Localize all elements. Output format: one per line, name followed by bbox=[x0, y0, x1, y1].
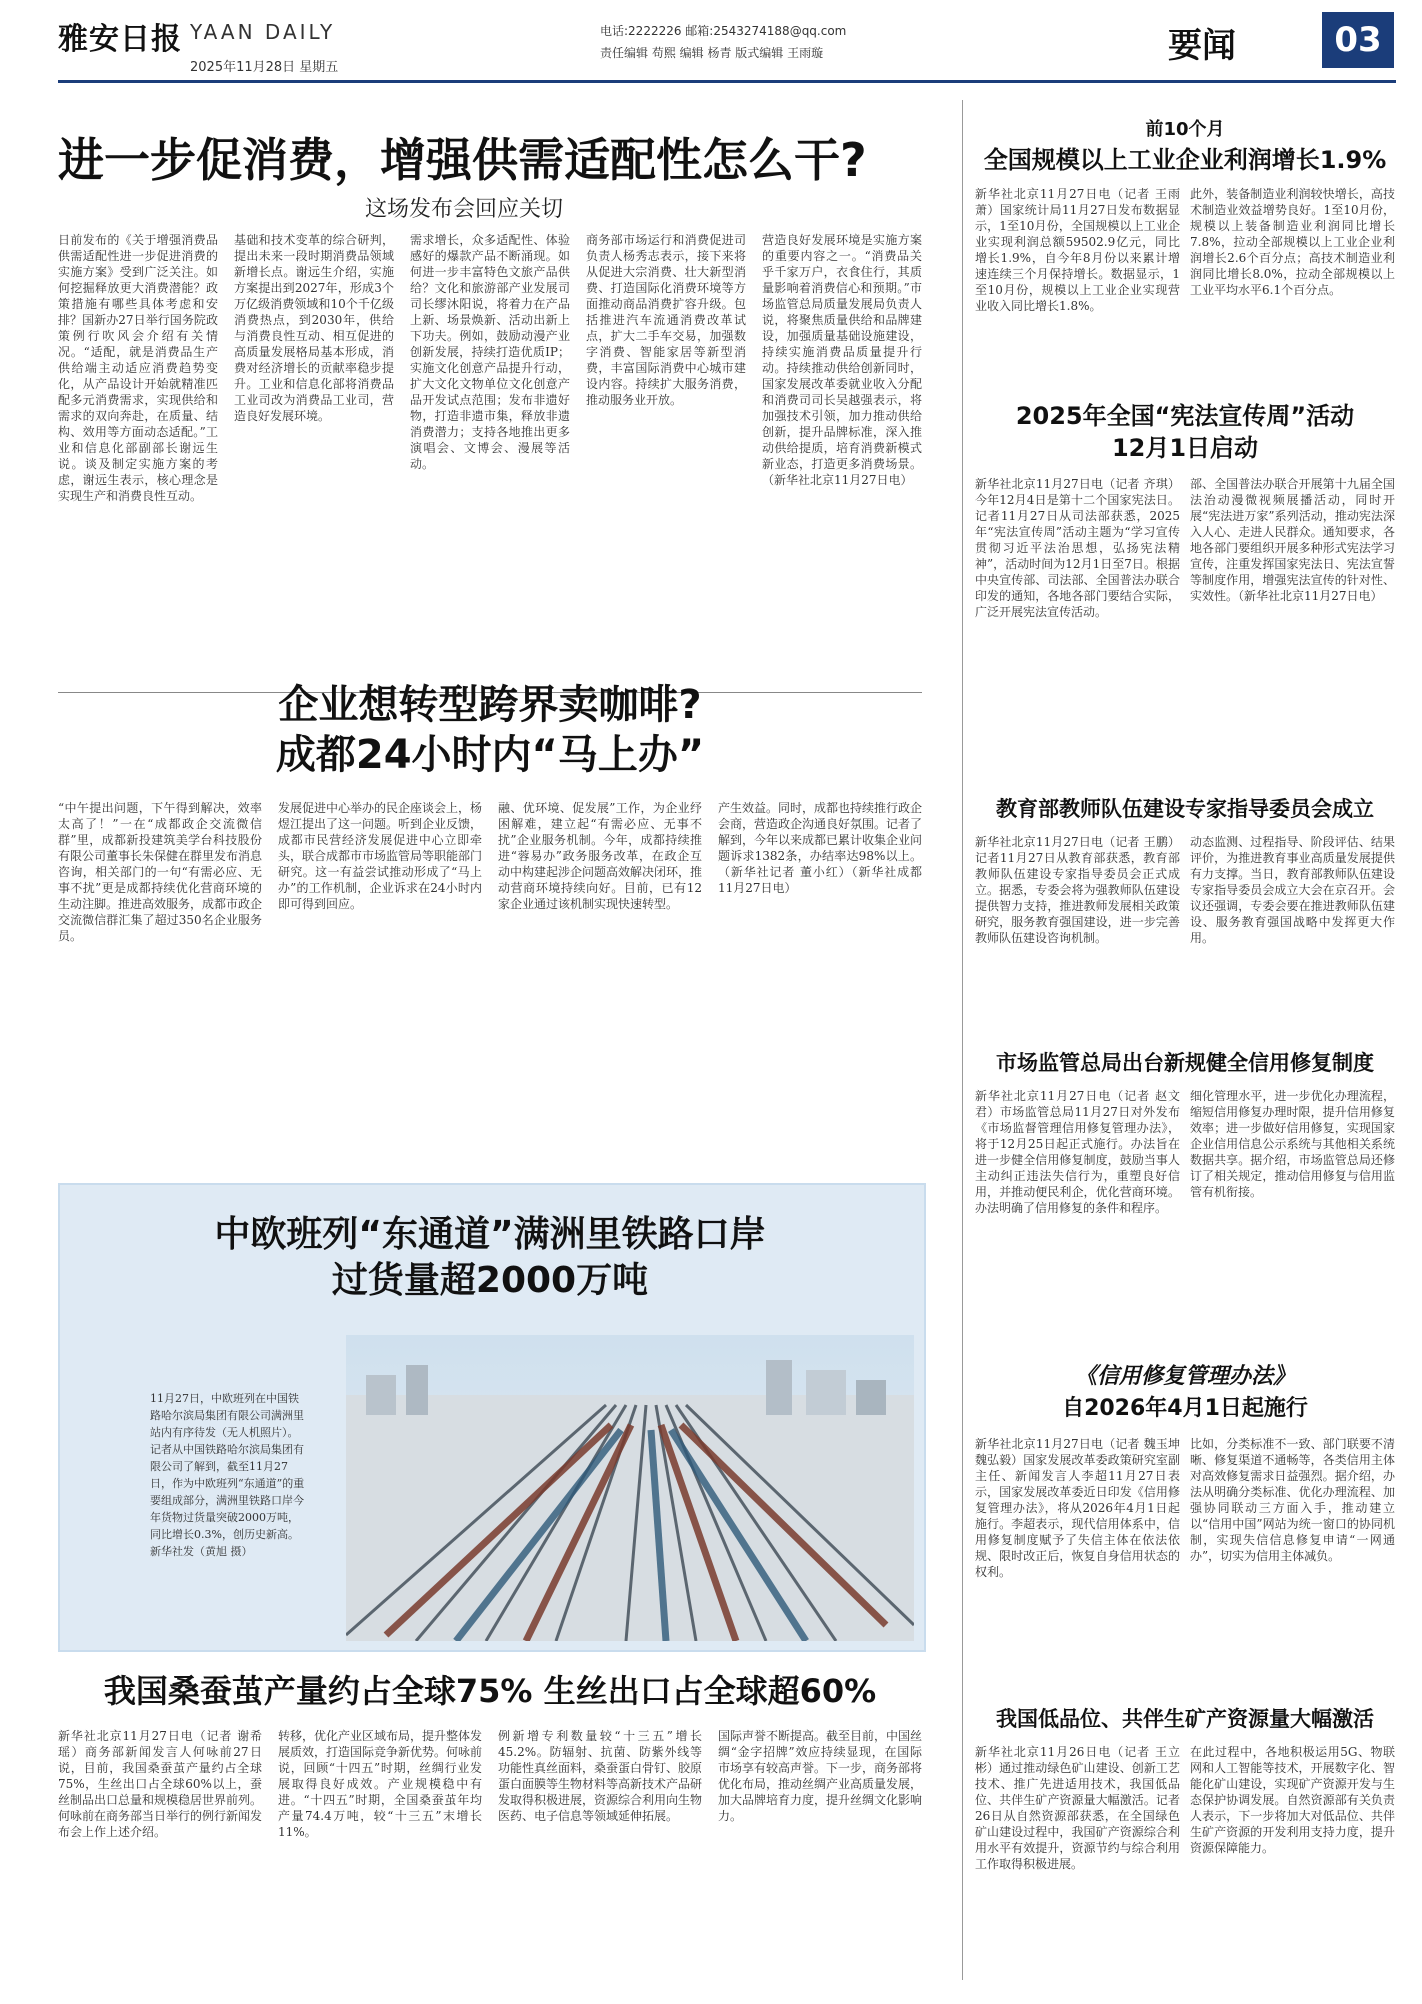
article-1-subtitle: 这场发布会回应关切 bbox=[365, 197, 564, 222]
article-2-column: 融、优环境、促发展”工作，为企业纾困解难，建立起“有需必应、无事不扰”企业服务机制。今年，成都持续推进“蓉易办”政务服务改革，在政企互动中构建起涉企问题高效解决闭环，推动营商环境持续向好。目前，已有12家企业通过该机制实现快速转型。 bbox=[498, 801, 702, 911]
page-number: 03 bbox=[1322, 12, 1394, 68]
railway-yard-illustration bbox=[346, 1335, 914, 1641]
railway-yard-photo bbox=[346, 1335, 914, 1641]
r4-column: 细化管理水平，进一步优化办理流程，缩短信用修复办理时限，提升信用修复效率；进一步做好信用修复，实现国家企业信用信息公示系统与其他相关系统数据共享。据介绍，市场监管总局还修订了相关规定，推动信用修复与信用监管有机衔接。 bbox=[1190, 1089, 1395, 1199]
r6-title: 我国低品位、共伴生矿产资源量大幅激活 bbox=[996, 1707, 1374, 1731]
r3-column: 新华社北京11月27日电（记者 王鹏）记者11月27日从教育部获悉，教育部教师队伍建设专家指导委员会正式成立。据悉，专委会将为强教师队伍建设提供智力支持，推进教师发展相关政策研究，服务教育强国建设，进一步完善教师队伍建设咨询机制。 bbox=[975, 835, 1180, 945]
r5-column: 比如，分类标准不一致、部门联要不清晰、修复渠道不通畅等，各类信用主体对高效修复需求日益强烈。据介绍，办法从明确分类标准、优化办理流程、加强协同联动三方面入手，推动建立以“信用中国”网站为统一窗口的协同机制，实现失信信息修复申请“一网通办”，切实为信用主体减负。 bbox=[1190, 1437, 1395, 1563]
contact-info: 电话:2222226 邮箱:2543274188@qq.com bbox=[600, 24, 847, 38]
article-4-body bbox=[58, 1728, 922, 1990]
article-1-column: 商务部市场运行和消费促进司负责人杨秀志表示，接下来将从促进大宗消费、壮大新型消费、打造国际化消费环境等方面推动商品消费扩容升级。包括推进汽车流通消费改革试点，扩大二手车交易，加强数字消费、智能家居等新型消费，丰富国际消费中心城市建设内容。持续扩大服务消费，推动服务业开放。 bbox=[586, 233, 746, 407]
issue-date: 2025年11月28日 星期五 bbox=[190, 60, 339, 75]
article-1-column: 基础和技术变革的综合研判，提出未来一段时期消费品领域新增长点。谢远生介绍，实施方案提出到2027年，形成3个万亿级消费领域和10个千亿级消费热点，到2030年，供给与消费良性互动、相互促进的高质量发展格局基本形成，消费对经济增长的贡献率稳步提升。工业和信息化部将消费品工业司改为消费品工业司，营造良好发展环境。 bbox=[234, 233, 394, 423]
article-4-column: 例新增专利数量较“十三五”增长45.2%。防辐射、抗菌、防紫外线等功能性真丝面料，桑蚕蛋白骨钉、胶原蛋白面膜等生物材料等高新技术产品研发取得积极进展，资源综合利用向生物医药、电子信息等领域延伸拓展。 bbox=[498, 1729, 702, 1823]
r3-title: 教育部教师队伍建设专家指导委员会成立 bbox=[996, 797, 1374, 821]
newspaper-logo: 雅安日报 bbox=[58, 22, 182, 57]
r5-title-line-1: 《信用修复管理办法》 bbox=[1074, 1364, 1295, 1389]
r1-title: 全国规模以上工业企业利润增长1.9% bbox=[983, 146, 1387, 174]
article-1-body bbox=[58, 232, 922, 688]
r2-body bbox=[975, 476, 1395, 766]
article-4-column: 转移，优化产业区域布局，提升整体发展质效，打造国际竞争新优势。何咏前说，回顾“十四五”时期，丝绸行业发展取得良好成效。产业规模稳中有进。“十四五”时期，全国桑蚕茧年均产量74.4万吨，较“十三五”末增长11%。 bbox=[278, 1729, 482, 1839]
article-1-column: 需求增长，众多适配性、体验感好的爆款产品不断涌现。如何进一步丰富特色文旅产品供给？文化和旅游部产业发展司司长缪沐阳说，将着力在产品上新、场景焕新、活动出新上下功夫。例如，鼓励动漫产业创新发展，持续打造优质IP；实施文化创意产品提升行动，扩大文化文物单位文化创意产品开发试点范围；发布非遗好物，打造非遗市集，释放非遗消费潜力；支持各地推出更多演唱会、文博会、漫展等活动。 bbox=[410, 233, 570, 471]
article-1-column: 日前发布的《关于增强消费品供需适配性进一步促进消费的实施方案》受到广泛关注。如何挖掘释放更大消费潜能？政策措施有哪些具体考虑和安排？国新办27日举行国务院政策例行吹风会介绍有关情况。“适配，就是消费品生产供给端主动适应消费趋势变化，从产品设计开始就精准匹配多元消费需求，实现供给和需求的双向奔赴，在质量、结构、效用等方面动态适配。”工业和信息化部副部长谢远生说。谈及制定实施方案的考虑，谢远生表示，核心理念是实现生产和消费良性互动。 bbox=[58, 233, 218, 503]
r1-body bbox=[975, 186, 1395, 366]
r4-column: 新华社北京11月27日电（记者 赵文君）市场监管总局11月27日对外发布《市场监督管理信用修复管理办法》，将于12月25日起正式施行。办法旨在进一步健全信用修复制度，鼓励当事人主动纠正违法失信行为，重塑良好信用，并推动便民利企，优化营商环境。办法明确了信用修复的条件和程序。 bbox=[975, 1089, 1180, 1215]
r1-kicker: 前10个月 bbox=[1145, 119, 1225, 140]
r3-body bbox=[975, 834, 1395, 1014]
masthead-rule bbox=[58, 80, 1396, 83]
article-2-column: “中午提出问题，下午得到解决，效率太高了！”一在“成都政企交流微信群”里，成都新投建筑美学台科技股份有限公司董事长朱保健在群里发布消息咨询，相关部门的一句“有需必应、无事不扰”更是成都持续优化营商环境的生动注脚。推进高效服务，成都市政企交流微信群汇集了超过350名企业服务员。 bbox=[58, 801, 262, 943]
article-4-column: 国际声誉不断提高。截至目前，中国丝绸“金字招牌”效应持续显现，在国际市场享有较高声誉。下一步，商务部将优化布局，推动丝绸产业高质量发展，加大品牌培育力度，提升丝绸文化影响力。 bbox=[718, 1729, 922, 1823]
article-1-title: 进一步促消费，增强供需适配性怎么干? bbox=[58, 133, 867, 187]
column-divider bbox=[962, 100, 963, 1980]
editor-credits: 责任编辑 苟熙 编辑 杨青 版式编辑 王雨璇 bbox=[600, 46, 824, 60]
r2-title-line-2: 12月1日启动 bbox=[1111, 434, 1259, 462]
r2-title-line-1: 2025年全国“宪法宣传周”活动 bbox=[1015, 402, 1355, 430]
r1-column: 新华社北京11月27日电（记者 王雨萧）国家统计局11月27日发布数据显示，1至10月份，全国规模以上工业企业实现利润总额59502.9亿元，同比增长1.9%，自今年8月份以来累计增速连续三个月保持增长。数据显示，1至10月份，规模以上工业企业实现营业收入同比增长1.8%。 bbox=[975, 187, 1180, 313]
photo-caption: 11月27日，中欧班列在中国铁路哈尔滨局集团有限公司满洲里站内有序待发（无人机照片）。记者从中国铁路哈尔滨局集团有限公司了解到，截至11月27日，作为中欧班列“东通道”的重要组成部分，满洲里铁路口岸今年货物过货量突破2000万吨，同比增长0.3%，创历史新高。 新华社发（黄旭 摄） bbox=[150, 1392, 305, 1558]
article-4-title: 我国桑蚕茧产量约占全球75% 生丝出口占全球超60% bbox=[103, 1672, 877, 1710]
r5-body bbox=[975, 1436, 1395, 1682]
article-1-column: 营造良好发展环境是实施方案的重要内容之一。“消费品关乎千家万户，衣食住行，其质量影响着消费信心和预期。”市场监管总局质量发展局负责人说，将聚焦质量供给和品牌建设，加强质量基础设施建设，持续实施消费品质量提升行动。持续推动供给创新同时，国家发展改革委就业收入分配和消费司司长吴越强表示，将加强技术引领，加力推动供给创新，提升品牌标准，深入推动供给提质，培育消费新模式新业态，打造更多消费场景。（新华社北京11月27日电） bbox=[762, 233, 922, 487]
r1-column: 此外，装备制造业利润较快增长，高技术制造业效益增势良好。1至10月份，规模以上装备制造业利润同比增长7.8%，拉动全部规模以上工业企业利润增长2.6个百分点；高技术制造业利润同比增长8.0%，拉动全部规模以上工业平均水平6.1个百分点。 bbox=[1190, 187, 1395, 297]
article-3-title-line-1: 中欧班列“东通道”满洲里铁路口岸 bbox=[214, 1214, 766, 1255]
article-2-column: 发展促进中心举办的民企座谈会上，杨煜江提出了这一问题。听到企业反馈，成都市民营经济发展促进中心立即牵头，联合成都市市场监管局等职能部门研究。这一有益尝试推动形成了“马上办”的工作机制，企业诉求在24小时内即可得到回应。 bbox=[278, 801, 482, 911]
r6-body bbox=[975, 1744, 1395, 1990]
article-2-title-line-2: 成都24小时内“马上办” bbox=[275, 732, 705, 778]
r6-column: 在此过程中，各地积极运用5G、物联网和人工智能等技术，开展数字化、智能化矿山建设，实现矿产资源开发与生态保护协调发展。自然资源部有关负责人表示，下一步将加大对低品位、共伴生矿产资源的开发利用支持力度，提升资源保障能力。 bbox=[1190, 1745, 1395, 1855]
article-3-title-line-2: 过货量超2000万吨 bbox=[331, 1260, 649, 1301]
newspaper-name-english: YAAN DAILY bbox=[190, 20, 336, 44]
r2-column: 部、全国普法办联合开展第十九届全国法治动漫微视频展播活动，同时开展“宪法进万家”系列活动，推动宪法深入人心、走进人民群众。通知要求，各地各部门要组织开展多种形式宪法学习宣传，注重发挥国家宪法日、宪法宣誓等制度作用，增强宪法宣传的针对性、实效性。（新华社北京11月27日电） bbox=[1190, 477, 1395, 603]
section-title: 要闻 bbox=[1168, 26, 1236, 66]
r6-column: 新华社北京11月26日电（记者 王立彬）通过推动绿色矿山建设、创新工艺技术、推广先进适用技术，我国低品位、共伴生矿产资源量大幅激活。记者26日从自然资源部获悉，在全国绿色矿山建设过程中，我国矿产资源综合利用水平有效提升，资源节约与综合利用工作取得积极进展。 bbox=[975, 1745, 1180, 1871]
article-4-column: 新华社北京11月27日电（记者 谢希瑶）商务部新闻发言人何咏前27日说，目前，我国桑蚕茧产量约占全球75%，生丝出口占全球60%以上，蚕丝制品出口总量和规模稳居世界前列。何咏前在商务部当日举行的例行新闻发布会上作上述介绍。 bbox=[58, 1729, 262, 1839]
r3-column: 动态监测、过程指导、阶段评估、结果评价，为推进教育事业高质量发展提供有力支撑。当日，教育部教师队伍建设专家指导委员会成立大会在京召开。会议还强调，专委会要在推进教师队伍建设、服务教育强国战略中发挥更大作用。 bbox=[1190, 835, 1395, 945]
article-2-column: 产生效益。同时，成都也持续推行政企会商，营造政企沟通良好氛围。记者了解到，今年以来成都已累计收集企业问题诉求1382条，办结率达98%以上。（新华社记者 董小红）（新华社成都11月27日电） bbox=[718, 801, 922, 895]
article-2-title-line-1: 企业想转型跨界卖咖啡? bbox=[278, 682, 702, 728]
r2-column: 新华社北京11月27日电（记者 齐琪）今年12月4日是第十二个国家宪法日。记者11月27日从司法部获悉，2025年“宪法宣传周”活动主题为“学习宣传贯彻习近平法治思想，弘扬宪法精神”，活动时间为12月1日至7日。根据中央宣传部、司法部、全国普法办联合印发的通知，各地各部门要结合实际，广泛开展宪法宣传活动。 bbox=[975, 477, 1180, 619]
article-2-body bbox=[58, 800, 922, 1160]
r5-column: 新华社北京11月27日电（记者 魏玉坤 魏弘毅）国家发展改革委政策研究室副主任、新闻发言人李超11月27日表示，国家发展改革委近日印发《信用修复管理办法》，将从2026年4月1日起施行。李超表示，现代信用体系中，信用修复制度赋予了失信主体在依法依规、限时改正后，恢复自身信用状态的权利。 bbox=[975, 1437, 1180, 1579]
r4-title: 市场监管总局出台新规健全信用修复制度 bbox=[996, 1051, 1374, 1075]
r4-body bbox=[975, 1088, 1395, 1338]
r5-title-line-2: 自2026年4月1日起施行 bbox=[1062, 1396, 1308, 1421]
